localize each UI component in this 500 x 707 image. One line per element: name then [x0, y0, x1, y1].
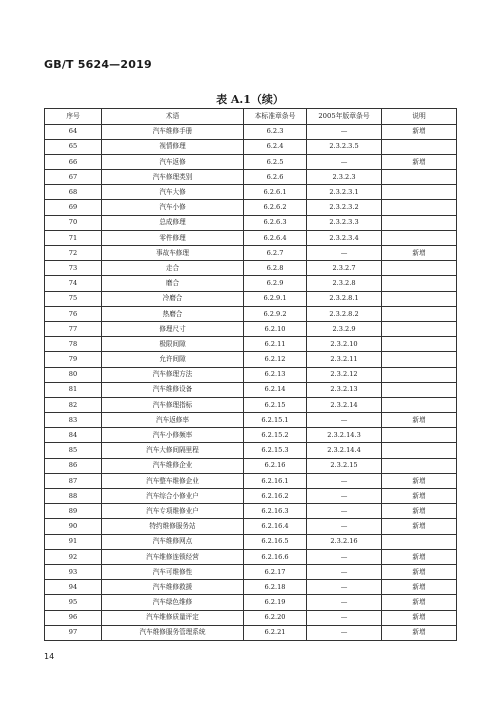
row-index-cell: 90 [45, 519, 102, 534]
clause-number-cell: 6.2.12 [244, 352, 307, 367]
note-cell [382, 139, 457, 154]
term-cell: 汽车可维修性 [102, 564, 244, 579]
clause-number-cell: 6.2.6.1 [244, 185, 307, 200]
clause-number-cell: 6.2.16.2 [244, 489, 307, 504]
column-header-clause: 本标准章条号 [244, 109, 307, 125]
term-cell: 汽车维修手册 [102, 124, 244, 139]
term-cell: 零件修理 [102, 230, 244, 245]
row-index-cell: 69 [45, 200, 102, 215]
row-index-cell: 93 [45, 564, 102, 579]
table-row [45, 154, 457, 169]
term-cell: 汽车维修设备 [102, 382, 244, 397]
row-index-cell: 81 [45, 382, 102, 397]
note-cell [382, 458, 457, 473]
note-cell [382, 170, 457, 185]
row-index-cell: 83 [45, 413, 102, 428]
term-cell: 特约维修服务站 [102, 519, 244, 534]
clause-number-cell: 6.2.16.6 [244, 549, 307, 564]
table-row [45, 519, 457, 534]
old-clause-number-cell: 2.3.2.15 [307, 458, 382, 473]
table-row [45, 261, 457, 276]
clause-number-cell: 6.2.6.3 [244, 215, 307, 230]
table-row [45, 337, 457, 352]
note-cell: 新增 [382, 124, 457, 139]
table-row [45, 382, 457, 397]
term-cell: 汽车修理指标 [102, 397, 244, 412]
old-clause-number-cell: 2.3.2.8.2 [307, 306, 382, 321]
clause-number-cell: 6.2.6 [244, 170, 307, 185]
row-index-cell: 68 [45, 185, 102, 200]
term-cell: 汽车修理方法 [102, 367, 244, 382]
table-row [45, 246, 457, 261]
old-clause-number-cell: 2.3.2.3.3 [307, 215, 382, 230]
table-row [45, 489, 457, 504]
note-cell: 新增 [382, 595, 457, 610]
note-cell: 新增 [382, 489, 457, 504]
term-cell: 汽车返修率 [102, 413, 244, 428]
note-cell [382, 215, 457, 230]
note-cell: 新增 [382, 580, 457, 595]
old-clause-number-cell: 2.3.2.14.4 [307, 443, 382, 458]
note-cell [382, 382, 457, 397]
clause-number-cell: 6.2.9.2 [244, 306, 307, 321]
term-cell: 汽车绿色维修 [102, 595, 244, 610]
old-clause-number-cell: 2.3.2.14 [307, 397, 382, 412]
old-clause-number-cell: 2.3.2.3.1 [307, 185, 382, 200]
note-cell [382, 352, 457, 367]
term-cell: 汽车返修 [102, 154, 244, 169]
row-index-cell: 65 [45, 139, 102, 154]
row-index-cell: 64 [45, 124, 102, 139]
table-row [45, 458, 457, 473]
clause-number-cell: 6.2.16.5 [244, 534, 307, 549]
term-cell: 汽车维修企业 [102, 458, 244, 473]
term-cell: 总成修理 [102, 215, 244, 230]
table-row [45, 413, 457, 428]
term-cell: 汽车维修质量评定 [102, 610, 244, 625]
table-header-row [45, 109, 457, 125]
old-clause-number-cell: — [307, 246, 382, 261]
table-row [45, 625, 457, 640]
old-clause-number-cell: — [307, 564, 382, 579]
row-index-cell: 97 [45, 625, 102, 640]
term-cell: 极限间隙 [102, 337, 244, 352]
row-index-cell: 95 [45, 595, 102, 610]
note-cell [382, 534, 457, 549]
table-row [45, 473, 457, 488]
clause-number-cell: 6.2.8 [244, 261, 307, 276]
old-clause-number-cell: — [307, 595, 382, 610]
old-clause-number-cell: — [307, 580, 382, 595]
clause-number-cell: 6.2.15.2 [244, 428, 307, 443]
term-cell: 汽车综合小修业户 [102, 489, 244, 504]
old-clause-number-cell: — [307, 549, 382, 564]
page-number: 14 [44, 652, 55, 661]
note-cell: 新增 [382, 413, 457, 428]
table-caption: 表 A.1（续） [216, 93, 284, 106]
row-index-cell: 82 [45, 397, 102, 412]
clause-number-cell: 6.2.7 [244, 246, 307, 261]
old-clause-number-cell: 2.3.2.11 [307, 352, 382, 367]
term-cell: 汽车专项维修业户 [102, 504, 244, 519]
table-row [45, 352, 457, 367]
row-index-cell: 67 [45, 170, 102, 185]
note-cell [382, 397, 457, 412]
table-row [45, 549, 457, 564]
term-cell: 汽车维修服务管理系统 [102, 625, 244, 640]
table-row [45, 534, 457, 549]
old-clause-number-cell: 2.3.2.3.4 [307, 230, 382, 245]
clause-number-cell: 6.2.13 [244, 367, 307, 382]
note-cell [382, 306, 457, 321]
clause-number-cell: 6.2.6.2 [244, 200, 307, 215]
term-cell: 热磨合 [102, 306, 244, 321]
table-row [45, 428, 457, 443]
table-row [45, 595, 457, 610]
row-index-cell: 71 [45, 230, 102, 245]
table-row [45, 291, 457, 306]
table-row [45, 610, 457, 625]
row-index-cell: 77 [45, 321, 102, 336]
column-header-old-clause: 2005年版章条号 [307, 109, 382, 125]
old-clause-number-cell: 2.3.2.3.2 [307, 200, 382, 215]
table-row [45, 504, 457, 519]
old-clause-number-cell: 2.3.2.3.5 [307, 139, 382, 154]
term-cell: 汽车小修频率 [102, 428, 244, 443]
note-cell: 新增 [382, 504, 457, 519]
row-index-cell: 89 [45, 504, 102, 519]
clause-number-cell: 6.2.11 [244, 337, 307, 352]
clause-number-cell: 6.2.19 [244, 595, 307, 610]
old-clause-number-cell: — [307, 610, 382, 625]
note-cell [382, 291, 457, 306]
term-cell: 汽车修理类别 [102, 170, 244, 185]
term-cell: 修理尺寸 [102, 321, 244, 336]
old-clause-number-cell: — [307, 473, 382, 488]
row-index-cell: 94 [45, 580, 102, 595]
clause-number-cell: 6.2.9.1 [244, 291, 307, 306]
term-cell: 走合 [102, 261, 244, 276]
table-row [45, 185, 457, 200]
old-clause-number-cell: 2.3.2.9 [307, 321, 382, 336]
old-clause-number-cell: — [307, 124, 382, 139]
old-clause-number-cell: 2.3.2.13 [307, 382, 382, 397]
clause-number-cell: 6.2.9 [244, 276, 307, 291]
term-cell: 视情修理 [102, 139, 244, 154]
table-row [45, 230, 457, 245]
table-row [45, 367, 457, 382]
term-cell: 汽车整车维修企业 [102, 473, 244, 488]
note-cell [382, 230, 457, 245]
old-clause-number-cell: — [307, 154, 382, 169]
clause-number-cell: 6.2.16.1 [244, 473, 307, 488]
old-clause-number-cell: — [307, 489, 382, 504]
note-cell: 新增 [382, 246, 457, 261]
old-clause-number-cell: 2.3.2.8.1 [307, 291, 382, 306]
clause-number-cell: 6.2.16.3 [244, 504, 307, 519]
table-row [45, 397, 457, 412]
clause-number-cell: 6.2.17 [244, 564, 307, 579]
old-clause-number-cell: 2.3.2.8 [307, 276, 382, 291]
table-row [45, 124, 457, 139]
table-row [45, 580, 457, 595]
old-clause-number-cell: 2.3.2.16 [307, 534, 382, 549]
clause-number-cell: 6.2.15.3 [244, 443, 307, 458]
clause-number-cell: 6.2.18 [244, 580, 307, 595]
term-cell: 汽车大修 [102, 185, 244, 200]
clause-number-cell: 6.2.4 [244, 139, 307, 154]
row-index-cell: 78 [45, 337, 102, 352]
row-index-cell: 66 [45, 154, 102, 169]
column-header-index: 序号 [45, 109, 102, 125]
clause-number-cell: 6.2.5 [244, 154, 307, 169]
term-cell: 冷磨合 [102, 291, 244, 306]
row-index-cell: 73 [45, 261, 102, 276]
term-cell: 汽车小修 [102, 200, 244, 215]
column-header-term: 术语 [102, 109, 244, 125]
old-clause-number-cell: — [307, 625, 382, 640]
term-cell: 磨合 [102, 276, 244, 291]
term-cell: 汽车维修网点 [102, 534, 244, 549]
old-clause-number-cell: — [307, 413, 382, 428]
note-cell [382, 337, 457, 352]
clause-number-cell: 6.2.15 [244, 397, 307, 412]
note-cell: 新增 [382, 154, 457, 169]
table-row [45, 321, 457, 336]
note-cell [382, 276, 457, 291]
old-clause-number-cell: 2.3.2.10 [307, 337, 382, 352]
old-clause-number-cell: 2.3.2.14.3 [307, 428, 382, 443]
row-index-cell: 84 [45, 428, 102, 443]
column-header-note: 说明 [382, 109, 457, 125]
clause-number-cell: 6.2.6.4 [244, 230, 307, 245]
table-row [45, 276, 457, 291]
old-clause-number-cell: 2.3.2.3 [307, 170, 382, 185]
row-index-cell: 70 [45, 215, 102, 230]
row-index-cell: 72 [45, 246, 102, 261]
clause-number-cell: 6.2.16 [244, 458, 307, 473]
table-row [45, 443, 457, 458]
old-clause-number-cell: 2.3.2.7 [307, 261, 382, 276]
note-cell [382, 443, 457, 458]
old-clause-number-cell: — [307, 504, 382, 519]
clause-number-cell: 6.2.21 [244, 625, 307, 640]
row-index-cell: 92 [45, 549, 102, 564]
row-index-cell: 96 [45, 610, 102, 625]
clause-number-cell: 6.2.20 [244, 610, 307, 625]
note-cell [382, 321, 457, 336]
term-cell: 事故车修理 [102, 246, 244, 261]
row-index-cell: 85 [45, 443, 102, 458]
table-row [45, 200, 457, 215]
row-index-cell: 74 [45, 276, 102, 291]
terms-table [44, 108, 457, 641]
row-index-cell: 91 [45, 534, 102, 549]
row-index-cell: 86 [45, 458, 102, 473]
clause-number-cell: 6.2.15.1 [244, 413, 307, 428]
old-clause-number-cell: — [307, 519, 382, 534]
table-row [45, 139, 457, 154]
table-row [45, 564, 457, 579]
note-cell [382, 428, 457, 443]
clause-number-cell: 6.2.3 [244, 124, 307, 139]
term-cell: 汽车维修连锁经营 [102, 549, 244, 564]
term-cell: 允许间隙 [102, 352, 244, 367]
term-cell: 汽车大修间隔里程 [102, 443, 244, 458]
note-cell [382, 185, 457, 200]
clause-number-cell: 6.2.10 [244, 321, 307, 336]
note-cell [382, 261, 457, 276]
clause-number-cell: 6.2.14 [244, 382, 307, 397]
old-clause-number-cell: 2.3.2.12 [307, 367, 382, 382]
row-index-cell: 87 [45, 473, 102, 488]
standard-code: GB/T 5624—2019 [44, 58, 152, 71]
note-cell [382, 367, 457, 382]
note-cell: 新增 [382, 564, 457, 579]
note-cell: 新增 [382, 610, 457, 625]
note-cell [382, 200, 457, 215]
row-index-cell: 88 [45, 489, 102, 504]
table-row [45, 215, 457, 230]
row-index-cell: 75 [45, 291, 102, 306]
note-cell: 新增 [382, 625, 457, 640]
table-body [45, 124, 457, 640]
note-cell: 新增 [382, 549, 457, 564]
table-row [45, 306, 457, 321]
table-row [45, 170, 457, 185]
note-cell: 新增 [382, 473, 457, 488]
row-index-cell: 79 [45, 352, 102, 367]
row-index-cell: 80 [45, 367, 102, 382]
clause-number-cell: 6.2.16.4 [244, 519, 307, 534]
note-cell: 新增 [382, 519, 457, 534]
term-cell: 汽车维修救援 [102, 580, 244, 595]
row-index-cell: 76 [45, 306, 102, 321]
